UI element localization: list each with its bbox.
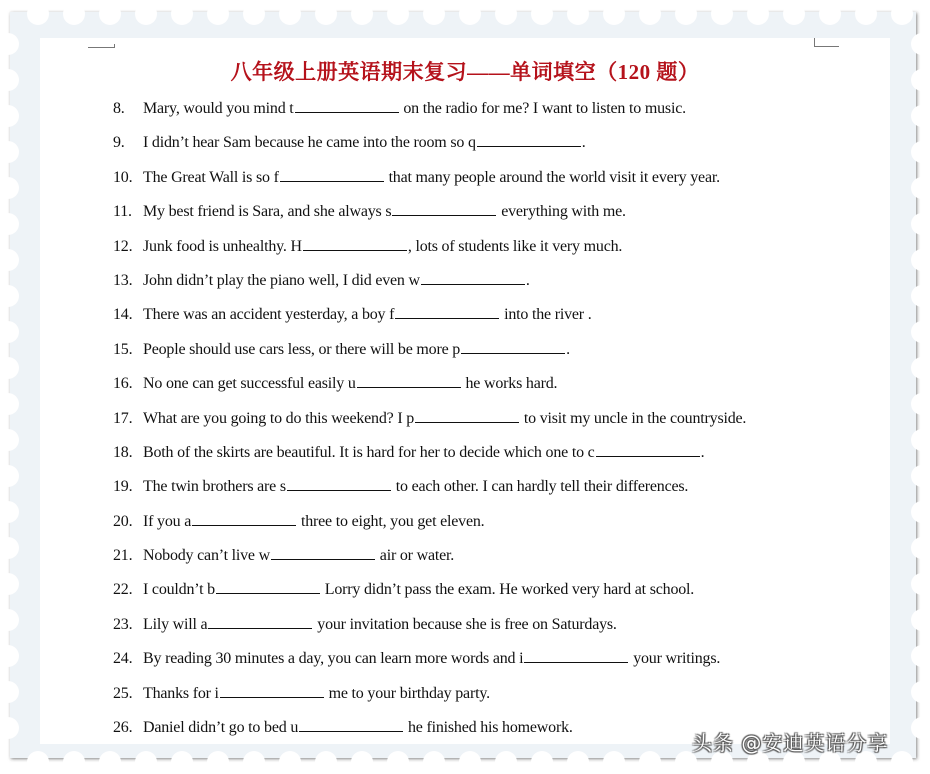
- question-text-after: me to your birthday party.: [324, 684, 490, 702]
- answer-blank[interactable]: [392, 199, 496, 216]
- question-text-after: into the river .: [500, 306, 592, 324]
- question-number: 16.: [113, 375, 133, 393]
- question-item: [113, 371, 746, 405]
- watermark: 头条 @安迪英语分享: [692, 731, 889, 755]
- answer-blank[interactable]: [208, 612, 312, 629]
- question-item: [113, 474, 746, 508]
- question-text-after: on the radio for me? I want to listen to music.: [399, 100, 686, 117]
- question-text-before: Thanks for i: [143, 684, 219, 702]
- question-text-before: No one can get successful easily u: [143, 375, 356, 393]
- answer-blank[interactable]: [421, 268, 525, 285]
- question-text-after: three to eight, you get eleven.: [297, 512, 485, 530]
- answer-blank[interactable]: [192, 509, 296, 526]
- question-item: [113, 646, 746, 680]
- question-number: 12.: [113, 237, 133, 255]
- question-number: 21.: [113, 547, 133, 565]
- question-text-before: The Great Wall is so f: [143, 168, 279, 186]
- question-item: [113, 199, 746, 233]
- question-text-after: he finished his homework.: [404, 719, 573, 737]
- question-number: 20.: [113, 512, 133, 530]
- answer-blank[interactable]: [357, 371, 461, 388]
- answer-blank[interactable]: [524, 646, 628, 663]
- answer-blank[interactable]: [220, 681, 324, 698]
- question-text-before: Lily will a: [143, 615, 208, 633]
- page-title: 八年级上册英语期末复习——单词填空（120 题）: [230, 60, 700, 84]
- question-text-before: I didn’t hear Sam because he came into the room so q: [143, 134, 476, 152]
- question-text-before: Junk food is unhealthy. H: [143, 237, 302, 255]
- question-text-before: The twin brothers are s: [143, 478, 286, 496]
- answer-blank[interactable]: [287, 474, 391, 491]
- answer-blank[interactable]: [395, 302, 499, 319]
- crop-mark-top-left: [88, 44, 115, 48]
- question-item: [113, 337, 746, 371]
- question-item: [113, 440, 746, 474]
- question-text-after: your invitation because she is free on Saturdays.: [313, 615, 617, 633]
- question-item: [113, 715, 746, 749]
- question-item: [113, 268, 746, 302]
- question-item: [113, 543, 746, 577]
- question-text-before: John didn’t play the piano well, I did even w: [143, 271, 420, 289]
- question-item: [113, 234, 746, 268]
- question-text-before: Both of the skirts are beautiful. It is hard for her to decide which one to c: [143, 443, 595, 461]
- question-text-after: to visit my uncle in the countryside.: [520, 409, 747, 427]
- question-item: [113, 577, 746, 611]
- answer-blank[interactable]: [303, 234, 407, 251]
- question-text-before: If you a: [143, 512, 192, 530]
- question-text-after: Lorry didn’t pass the exam. He worked very hard at school.: [320, 581, 695, 599]
- question-item: [113, 165, 746, 199]
- answer-blank[interactable]: [216, 577, 320, 594]
- question-text-before: My best friend is Sara, and she always s: [143, 203, 392, 221]
- answer-blank[interactable]: [596, 440, 700, 457]
- question-text-after: .: [700, 443, 705, 461]
- question-number: 19.: [113, 478, 133, 496]
- question-item: [113, 509, 746, 543]
- question-text-before: Daniel didn’t go to bed u: [143, 719, 299, 737]
- question-number: 11.: [113, 203, 132, 221]
- question-text-before: I couldn’t b: [143, 581, 215, 599]
- question-text-after: air or water.: [376, 547, 455, 565]
- question-text-before: Mary, would you mind t: [143, 100, 294, 117]
- question-number: 23.: [113, 615, 133, 633]
- question-text-after: he works hard.: [461, 375, 558, 393]
- question-number: 24.: [113, 650, 133, 668]
- question-list: [113, 96, 746, 749]
- question-text-after: your writings.: [629, 650, 721, 668]
- question-text-before: There was an accident yesterday, a boy f: [143, 306, 395, 324]
- question-text-after: .: [581, 134, 586, 152]
- question-number: 15.: [113, 340, 133, 358]
- question-item: [113, 681, 746, 715]
- answer-blank[interactable]: [299, 715, 403, 732]
- question-text-before: People should use cars less, or there will be more p: [143, 340, 461, 358]
- answer-blank[interactable]: [271, 543, 375, 560]
- question-text-after: everything with me.: [497, 203, 626, 221]
- question-text-before: By reading 30 minutes a day, you can learn more words and i: [143, 650, 524, 668]
- question-number: 17.: [113, 409, 133, 427]
- question-text-before: Nobody can’t live w: [143, 547, 270, 565]
- question-number: 26.: [113, 719, 133, 737]
- answer-blank[interactable]: [461, 337, 565, 354]
- question-number: 9.: [113, 134, 125, 152]
- question-number: 22.: [113, 581, 133, 599]
- question-item: [113, 406, 746, 440]
- question-text-after: .: [566, 340, 570, 358]
- answer-blank[interactable]: [295, 96, 399, 113]
- question-item: [113, 130, 746, 164]
- question-number: 18.: [113, 443, 133, 461]
- crop-mark-top-right: [814, 38, 839, 47]
- question-item: [113, 96, 746, 130]
- answer-blank[interactable]: [415, 406, 519, 423]
- answer-blank[interactable]: [477, 130, 581, 147]
- question-number: 13.: [113, 271, 133, 289]
- question-number: 8.: [113, 100, 125, 117]
- question-number: 10.: [113, 168, 133, 186]
- question-text-after: that many people around the world visit it every year.: [384, 168, 720, 186]
- question-text-after: , lots of students like it very much.: [407, 237, 623, 255]
- question-number: 14.: [113, 306, 133, 324]
- answer-blank[interactable]: [280, 165, 384, 182]
- question-text-after: .: [525, 271, 530, 289]
- question-item: [113, 302, 746, 336]
- question-item: [113, 612, 746, 646]
- question-text-after: to each other. I can hardly tell their differences.: [391, 478, 689, 496]
- question-text-before: What are you going to do this weekend? I p: [143, 409, 415, 427]
- question-number: 25.: [113, 684, 133, 702]
